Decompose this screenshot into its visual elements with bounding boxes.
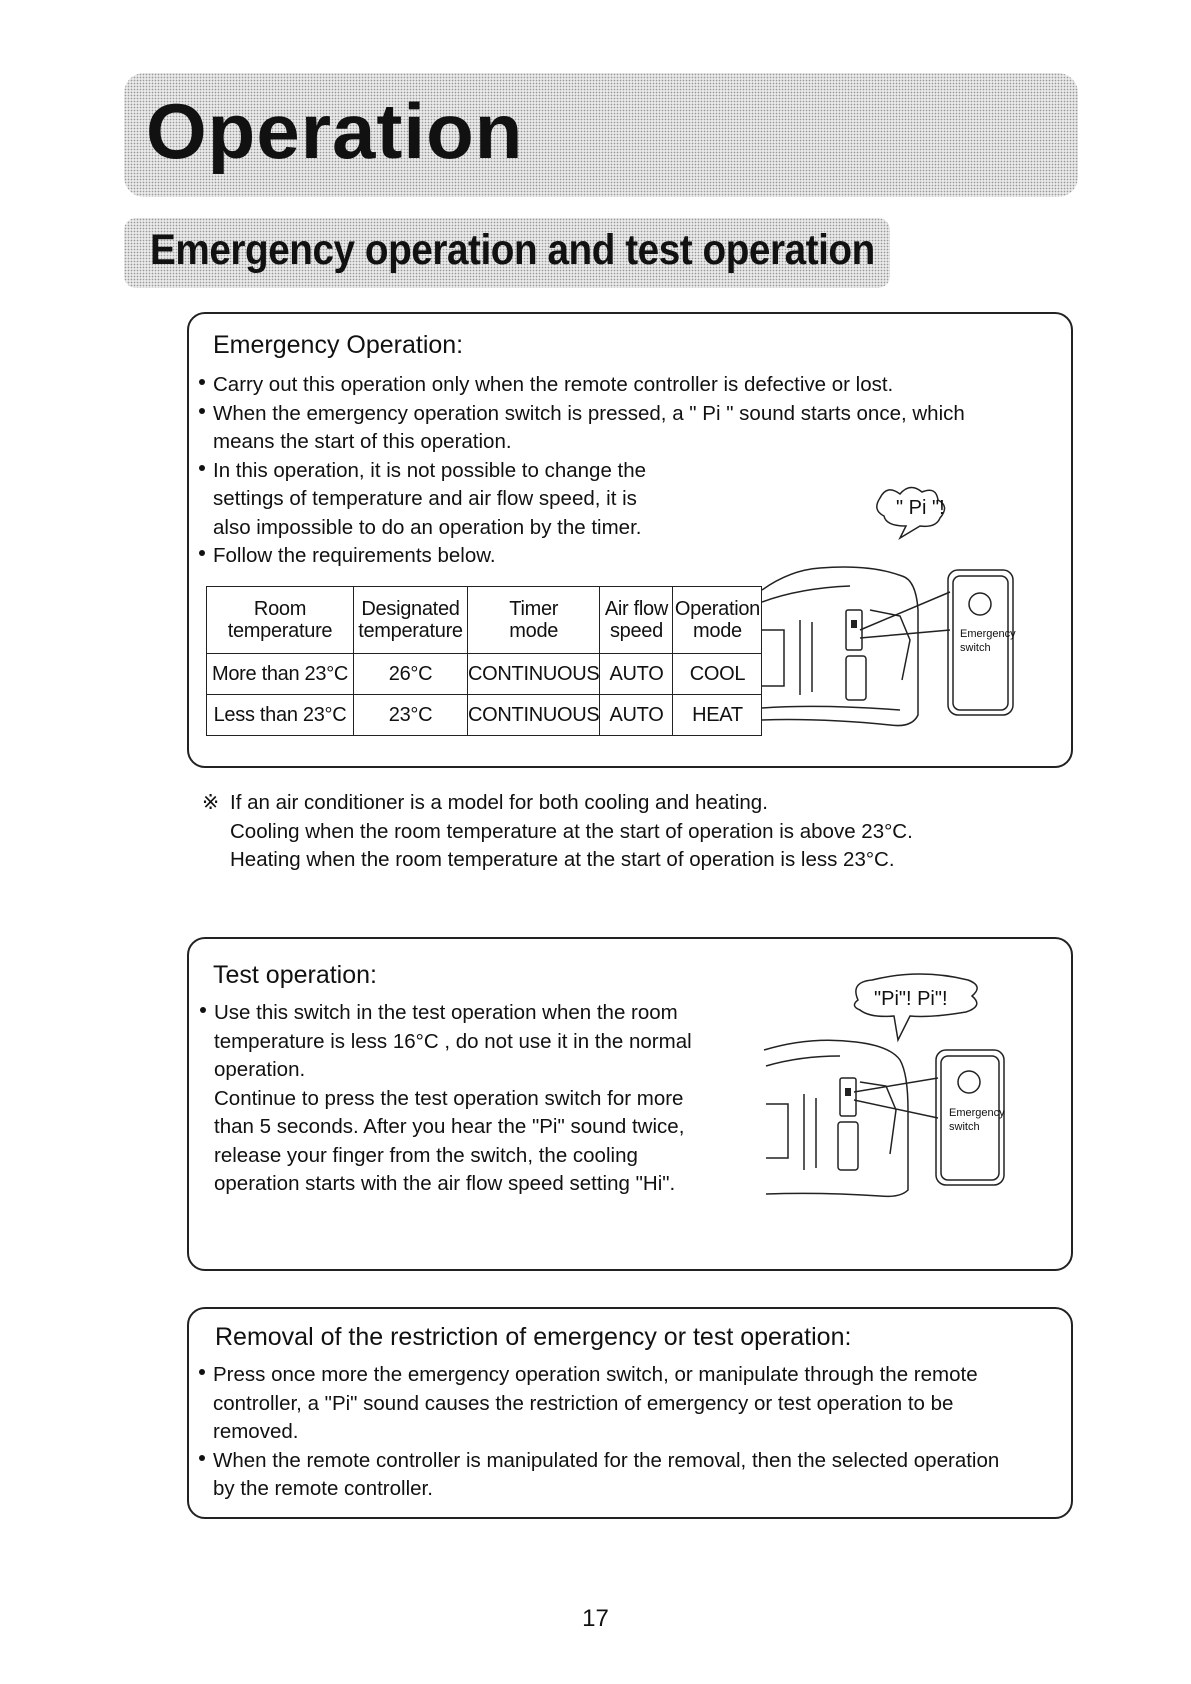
list-item: Press once more the emergency operation switch, or manipulate through the remote <box>198 1361 1068 1390</box>
list-item: controller, a "Pi" sound causes the restriction of emergency or test operation to be <box>213 1391 954 1415</box>
switch-label: Emergency <box>949 1107 1005 1119</box>
sound-bubble-label: "Pi"! Pi"! <box>874 988 948 1010</box>
page-number: 17 <box>582 1605 609 1632</box>
list-item: Carry out this operation only when the remote controller is defective or lost. <box>198 371 1038 400</box>
switch-label: Emergency <box>960 628 1016 640</box>
table-cell: HEAT <box>673 695 762 736</box>
table-row <box>207 695 762 736</box>
table-cell: 26°C <box>354 654 468 695</box>
list-item: Continue to press the test operation switch for more <box>214 1086 684 1110</box>
page-title: Operation <box>146 87 524 175</box>
emergency-heading: Emergency Operation: <box>213 331 464 359</box>
list-item: operation starts with the air flow speed setting "Hi". <box>214 1172 676 1195</box>
switch-label: switch <box>960 642 991 654</box>
note-block <box>230 789 913 875</box>
list-item: In this operation, it is not possible to change the <box>198 457 1038 486</box>
header-air-flow-speed: Air flow speed <box>600 587 673 654</box>
list-item: settings of temperature and air flow speed, it is <box>213 487 637 510</box>
list-item: release your finger from the switch, the cooling <box>214 1143 638 1167</box>
emergency-settings-table <box>206 586 762 736</box>
test-switch-illustration <box>760 970 1060 1220</box>
list-item: means the start of this operation. <box>213 430 512 453</box>
switch-label: switch <box>949 1121 980 1133</box>
test-heading: Test operation: <box>213 961 377 989</box>
note-line: Heating when the room temperature at the start of operation is less 23°C. <box>230 848 895 871</box>
list-item: When the remote controller is manipulated for the removal, then the selected operation <box>198 1447 1068 1476</box>
indoor-unit-outline <box>762 567 918 726</box>
table-cell: Less than 23°C <box>207 695 354 736</box>
list-item: Follow the requirements below. <box>198 542 1038 571</box>
header-operation-mode: Operation mode <box>673 587 762 654</box>
list-item: also impossible to do an operation by the timer. <box>213 515 642 539</box>
removal-heading: Removal of the restriction of emergency or test operation: <box>215 1323 852 1351</box>
indoor-unit-outline <box>764 1040 908 1196</box>
test-bullet-list <box>199 999 759 1199</box>
note-line: If an air conditioner is a model for both cooling and heating. <box>230 791 768 814</box>
list-item: Use this switch in the test operation when the room <box>199 999 759 1028</box>
removal-bullet-list <box>198 1361 1068 1504</box>
section-title: Emergency operation and test operation <box>150 226 875 274</box>
table-cell: 23°C <box>354 695 468 736</box>
header-designated-temperature: Designated temperature <box>354 587 468 654</box>
list-item: removed. <box>213 1420 299 1443</box>
table-cell: COOL <box>673 654 762 695</box>
list-item: by the remote controller. <box>213 1477 433 1500</box>
emergency-switch-icon <box>969 593 991 615</box>
header-room-temperature: Room temperature <box>207 587 354 654</box>
list-item: temperature is less 16°C , do not use it in the normal <box>214 1029 692 1053</box>
note-symbol: ※ <box>202 791 220 814</box>
sound-bubble-label: " Pi "! <box>896 497 945 519</box>
table-cell: AUTO <box>600 654 673 695</box>
table-cell: AUTO <box>600 695 673 736</box>
table-cell: More than 23°C <box>207 654 354 695</box>
note-line: Cooling when the room temperature at the start of operation is above 23°C. <box>230 819 913 843</box>
header-timer-mode: Timer mode <box>468 587 600 654</box>
list-item: operation. <box>214 1058 306 1081</box>
table-cell: CONTINUOUS <box>468 654 600 695</box>
list-item: than 5 seconds. After you hear the "Pi" sound twice, <box>214 1115 685 1138</box>
emergency-switch-icon <box>958 1071 980 1093</box>
table-header-row <box>207 587 762 654</box>
table-row <box>207 654 762 695</box>
emergency-switch-illustration <box>760 480 1060 750</box>
table-cell: CONTINUOUS <box>468 695 600 736</box>
list-item: When the emergency operation switch is pressed, a " Pi " sound starts once, which <box>198 400 1038 429</box>
